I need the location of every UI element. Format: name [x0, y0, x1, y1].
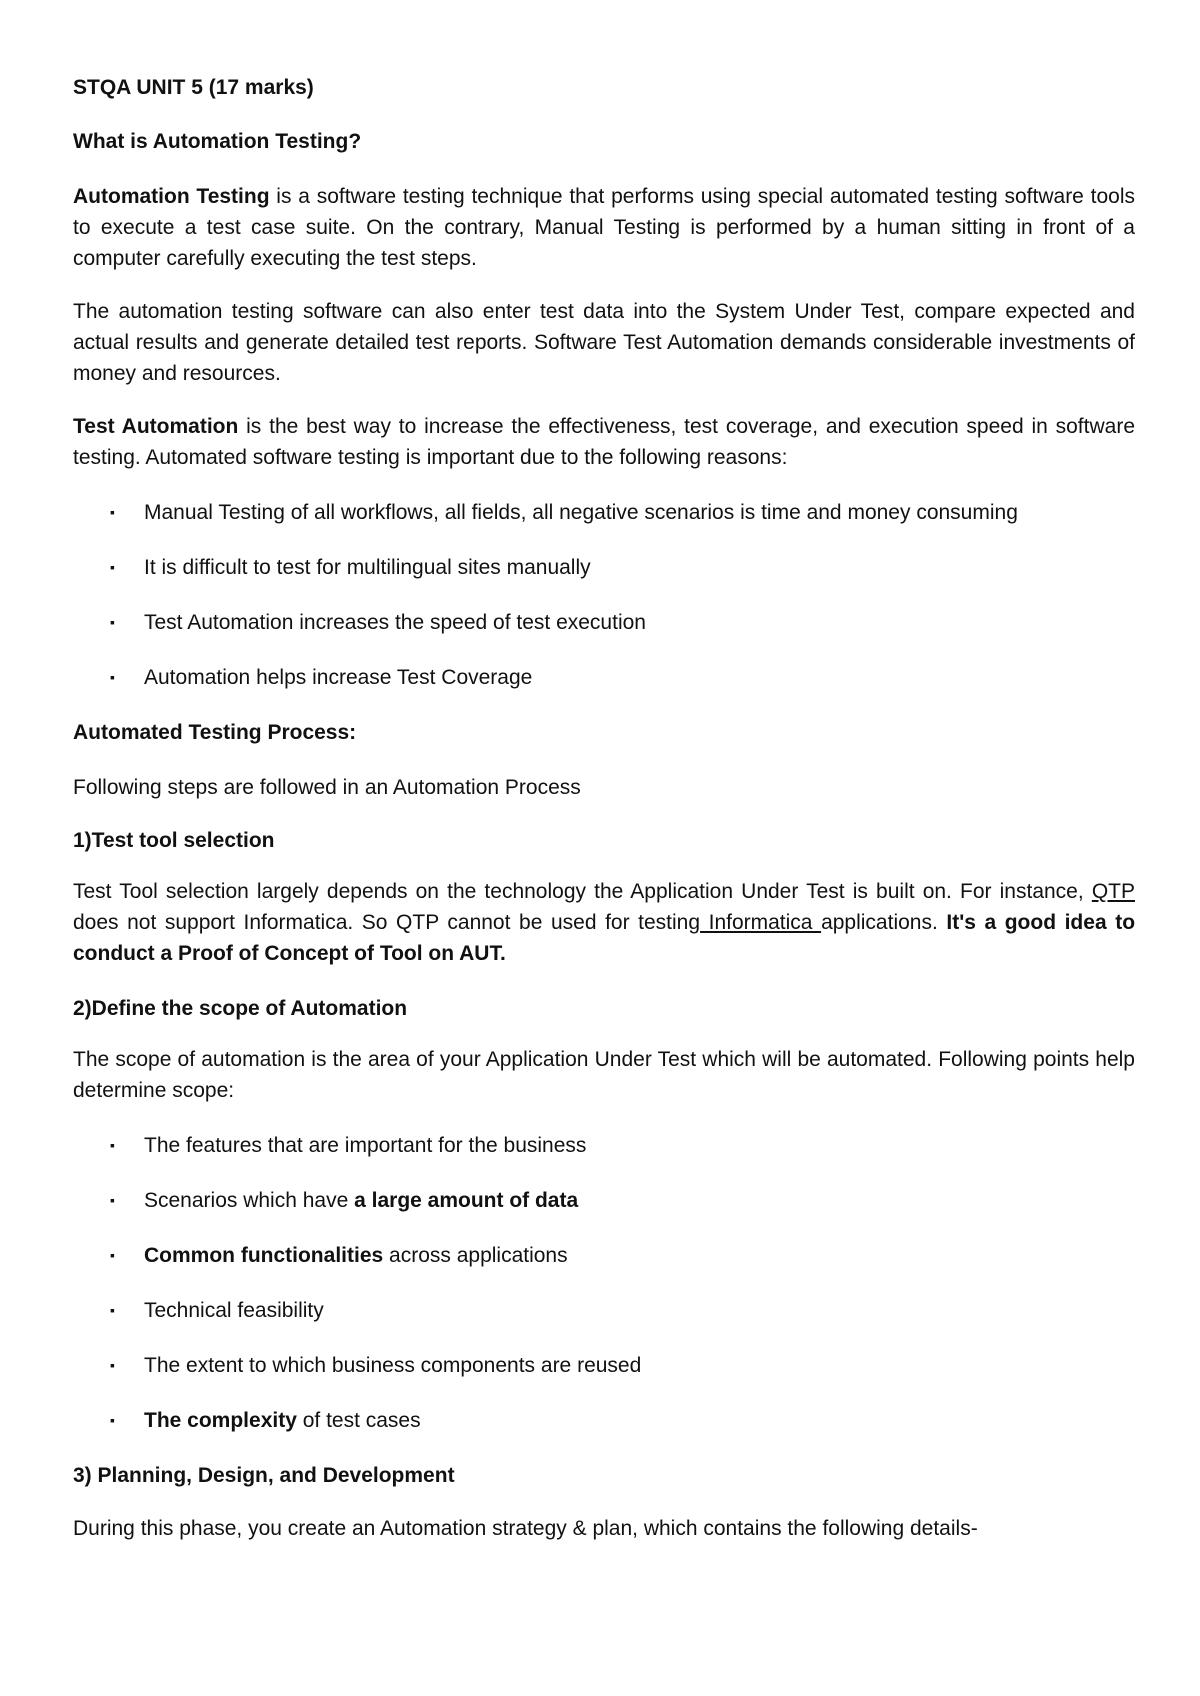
informatica-link[interactable]: Informatica	[700, 911, 822, 934]
importance-term: Test Automation	[73, 415, 239, 438]
reason-text: It is difficult to test for multilingual sites manually	[144, 556, 591, 579]
reason-text: Test Automation increases the speed of test execution	[144, 611, 646, 634]
bullet-icon: ▪	[110, 504, 115, 520]
question-heading: What is Automation Testing?	[73, 130, 362, 153]
step3-heading: 3) Planning, Design, and Development	[73, 1464, 455, 1487]
bullet-icon: ▪	[110, 669, 115, 685]
step1-text-a: Test Tool selection largely depends on the technology the Application Under Test is built on. For instance,	[73, 880, 1092, 903]
step1-heading: 1)Test tool selection	[73, 829, 275, 852]
definition-paragraph	[73, 181, 1135, 274]
definition-text: is a software testing technique that performs using special automated testing software tools to execute a test case suite. On the contrary, Manual Testing is performed by a human sitting in front of a computer carefully executing the test steps.	[73, 185, 1135, 270]
reasons-list	[73, 497, 1135, 693]
scope-point-item	[73, 1130, 1135, 1161]
scope-point-pre: The extent to which business components are reused	[144, 1354, 642, 1377]
scope-point-bold: The complexity	[144, 1409, 297, 1432]
bullet-icon: ▪	[110, 1247, 115, 1263]
scope-point-post: across applications	[383, 1244, 568, 1267]
step1-bold-text: It's a good idea to conduct a Proof of Concept of Tool on AUT.	[73, 911, 1136, 965]
step2-heading: 2)Define the scope of Automation	[73, 997, 408, 1020]
process-heading: Automated Testing Process:	[73, 721, 357, 744]
scope-point-pre: Technical feasibility	[144, 1299, 324, 1322]
step3-paragraph: During this phase, you create an Automation strategy & plan, which contains the following details-	[73, 1517, 978, 1540]
reason-item	[73, 607, 1135, 638]
scope-point-bold: a large amount of data	[354, 1189, 579, 1212]
scope-point-item	[73, 1350, 1135, 1381]
bullet-icon: ▪	[110, 614, 115, 630]
step2-paragraph: The scope of automation is the area of your Application Under Test which will be automated. Following points help determine scope:	[73, 1048, 1135, 1102]
importance-paragraph	[73, 411, 1135, 473]
bullet-icon: ▪	[110, 1302, 115, 1318]
bullet-icon: ▪	[110, 1412, 115, 1428]
scope-point-bold: Common functionalities	[144, 1244, 384, 1267]
bullet-icon: ▪	[110, 1137, 115, 1153]
step1-text-c: applications.	[821, 911, 947, 934]
scope-point-post: of test cases	[296, 1409, 421, 1432]
scope-point-item	[73, 1185, 1135, 1216]
scope-point-pre: The features that are important for the business	[144, 1134, 587, 1157]
qtp-link[interactable]: QTP	[1091, 880, 1135, 903]
definition-term: Automation Testing	[73, 185, 270, 208]
document-page	[73, 72, 1135, 1566]
reason-text: Automation helps increase Test Coverage	[144, 666, 533, 689]
reason-item	[73, 662, 1135, 693]
scope-point-pre: Scenarios which have	[144, 1189, 355, 1212]
scope-point-item	[73, 1405, 1135, 1436]
reason-text: Manual Testing of all workflows, all fields, all negative scenarios is time and money consuming	[144, 501, 1018, 524]
scope-point-item	[73, 1295, 1135, 1326]
bullet-icon: ▪	[110, 1192, 115, 1208]
capabilities-paragraph: The automation testing software can also enter test data into the System Under Test, compare expected and actual results and generate detailed test reports. Software Test Automation demands considerable investments of money and resources.	[73, 300, 1135, 385]
bullet-icon: ▪	[110, 559, 115, 575]
scope-points-list	[73, 1130, 1135, 1436]
process-intro: Following steps are followed in an Automation Process	[73, 776, 581, 799]
step1-text-b: does not support Informatica. So QTP cannot be used for testing	[73, 911, 701, 934]
step1-paragraph	[73, 876, 1135, 969]
scope-point-item	[73, 1240, 1135, 1271]
reason-item	[73, 552, 1135, 583]
importance-text: is the best way to increase the effectiveness, test coverage, and execution speed in software testing. Automated software testing is important due to the following reasons:	[73, 415, 1135, 469]
bullet-icon: ▪	[110, 1357, 115, 1373]
reason-item	[73, 497, 1135, 528]
document-title: STQA UNIT 5 (17 marks)	[73, 76, 314, 99]
